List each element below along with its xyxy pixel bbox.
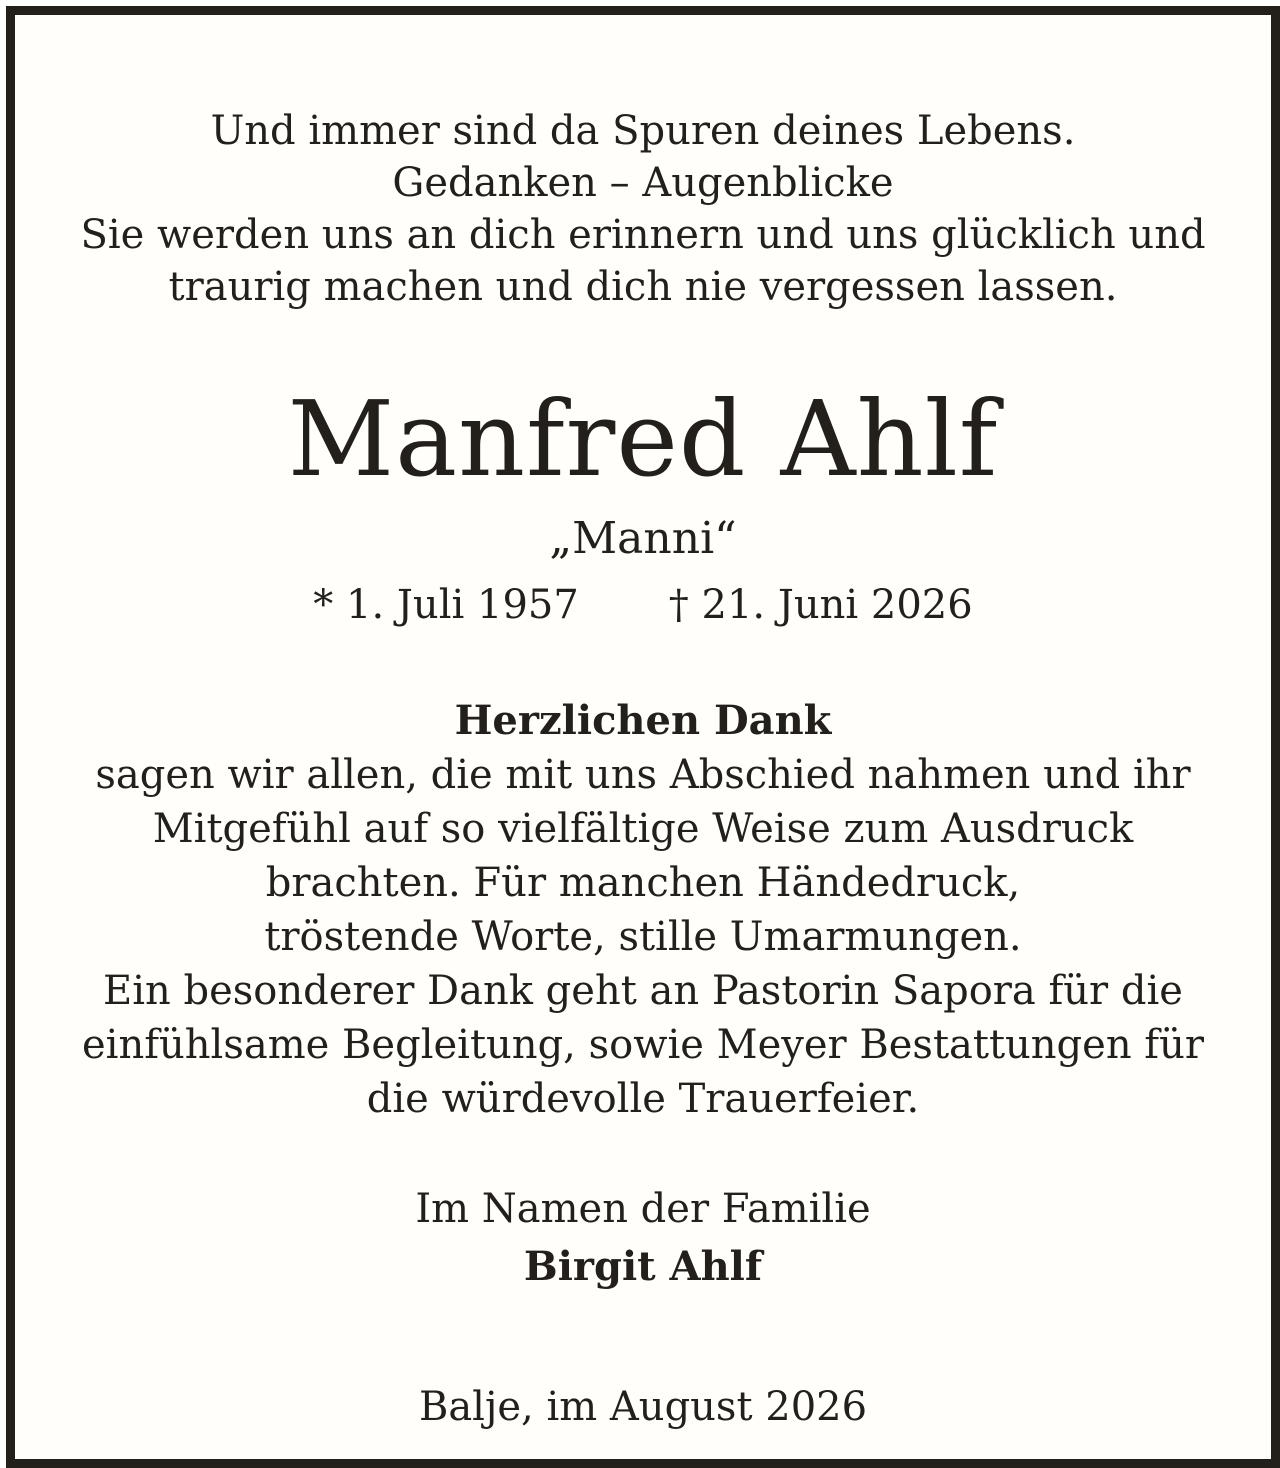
thanks-line: Ein besonderer Dank geht an Pastorin Sapora für die: [103, 968, 1183, 1014]
thanks-line: die würdevolle Trauerfeier.: [366, 1076, 920, 1122]
signature-intro: Im Namen der Familie: [415, 1186, 871, 1232]
thanks-line: sagen wir allen, die mit uns Abschied nahmen und ihr: [95, 752, 1191, 798]
thanks-line: Mitgefühl auf so vielfältige Weise zum Ausdruck: [152, 806, 1134, 852]
deceased-name: Manfred Ahlf: [287, 378, 999, 500]
death-date: † 21. Juni 2026: [668, 582, 973, 628]
deceased-nickname: „Manni“: [549, 513, 737, 564]
life-dates: [15, 582, 1271, 628]
poem-line: Sie werden uns an dich erinnern und uns glücklich und: [80, 212, 1206, 258]
thanks-line: tröstende Worte, stille Umarmungen.: [264, 914, 1022, 960]
thanks-line: brachten. Für manchen Händedruck,: [265, 860, 1021, 906]
place-date: Balje, im August 2026: [418, 1384, 868, 1430]
poem-line: Und immer sind da Spuren deines Lebens.: [210, 108, 1076, 154]
birth-date: * 1. Juli 1957: [313, 582, 579, 628]
obituary-notice: [6, 6, 1280, 1468]
thanks-line: einfühlsame Begleitung, sowie Meyer Bestattungen für: [82, 1022, 1204, 1068]
poem-line: traurig machen und dich nie vergessen lassen.: [168, 264, 1118, 310]
poem-line: Gedanken – Augenblicke: [392, 160, 894, 206]
thanks-heading: Herzlichen Dank: [454, 697, 832, 744]
signature-name: Birgit Ahlf: [523, 1243, 763, 1290]
